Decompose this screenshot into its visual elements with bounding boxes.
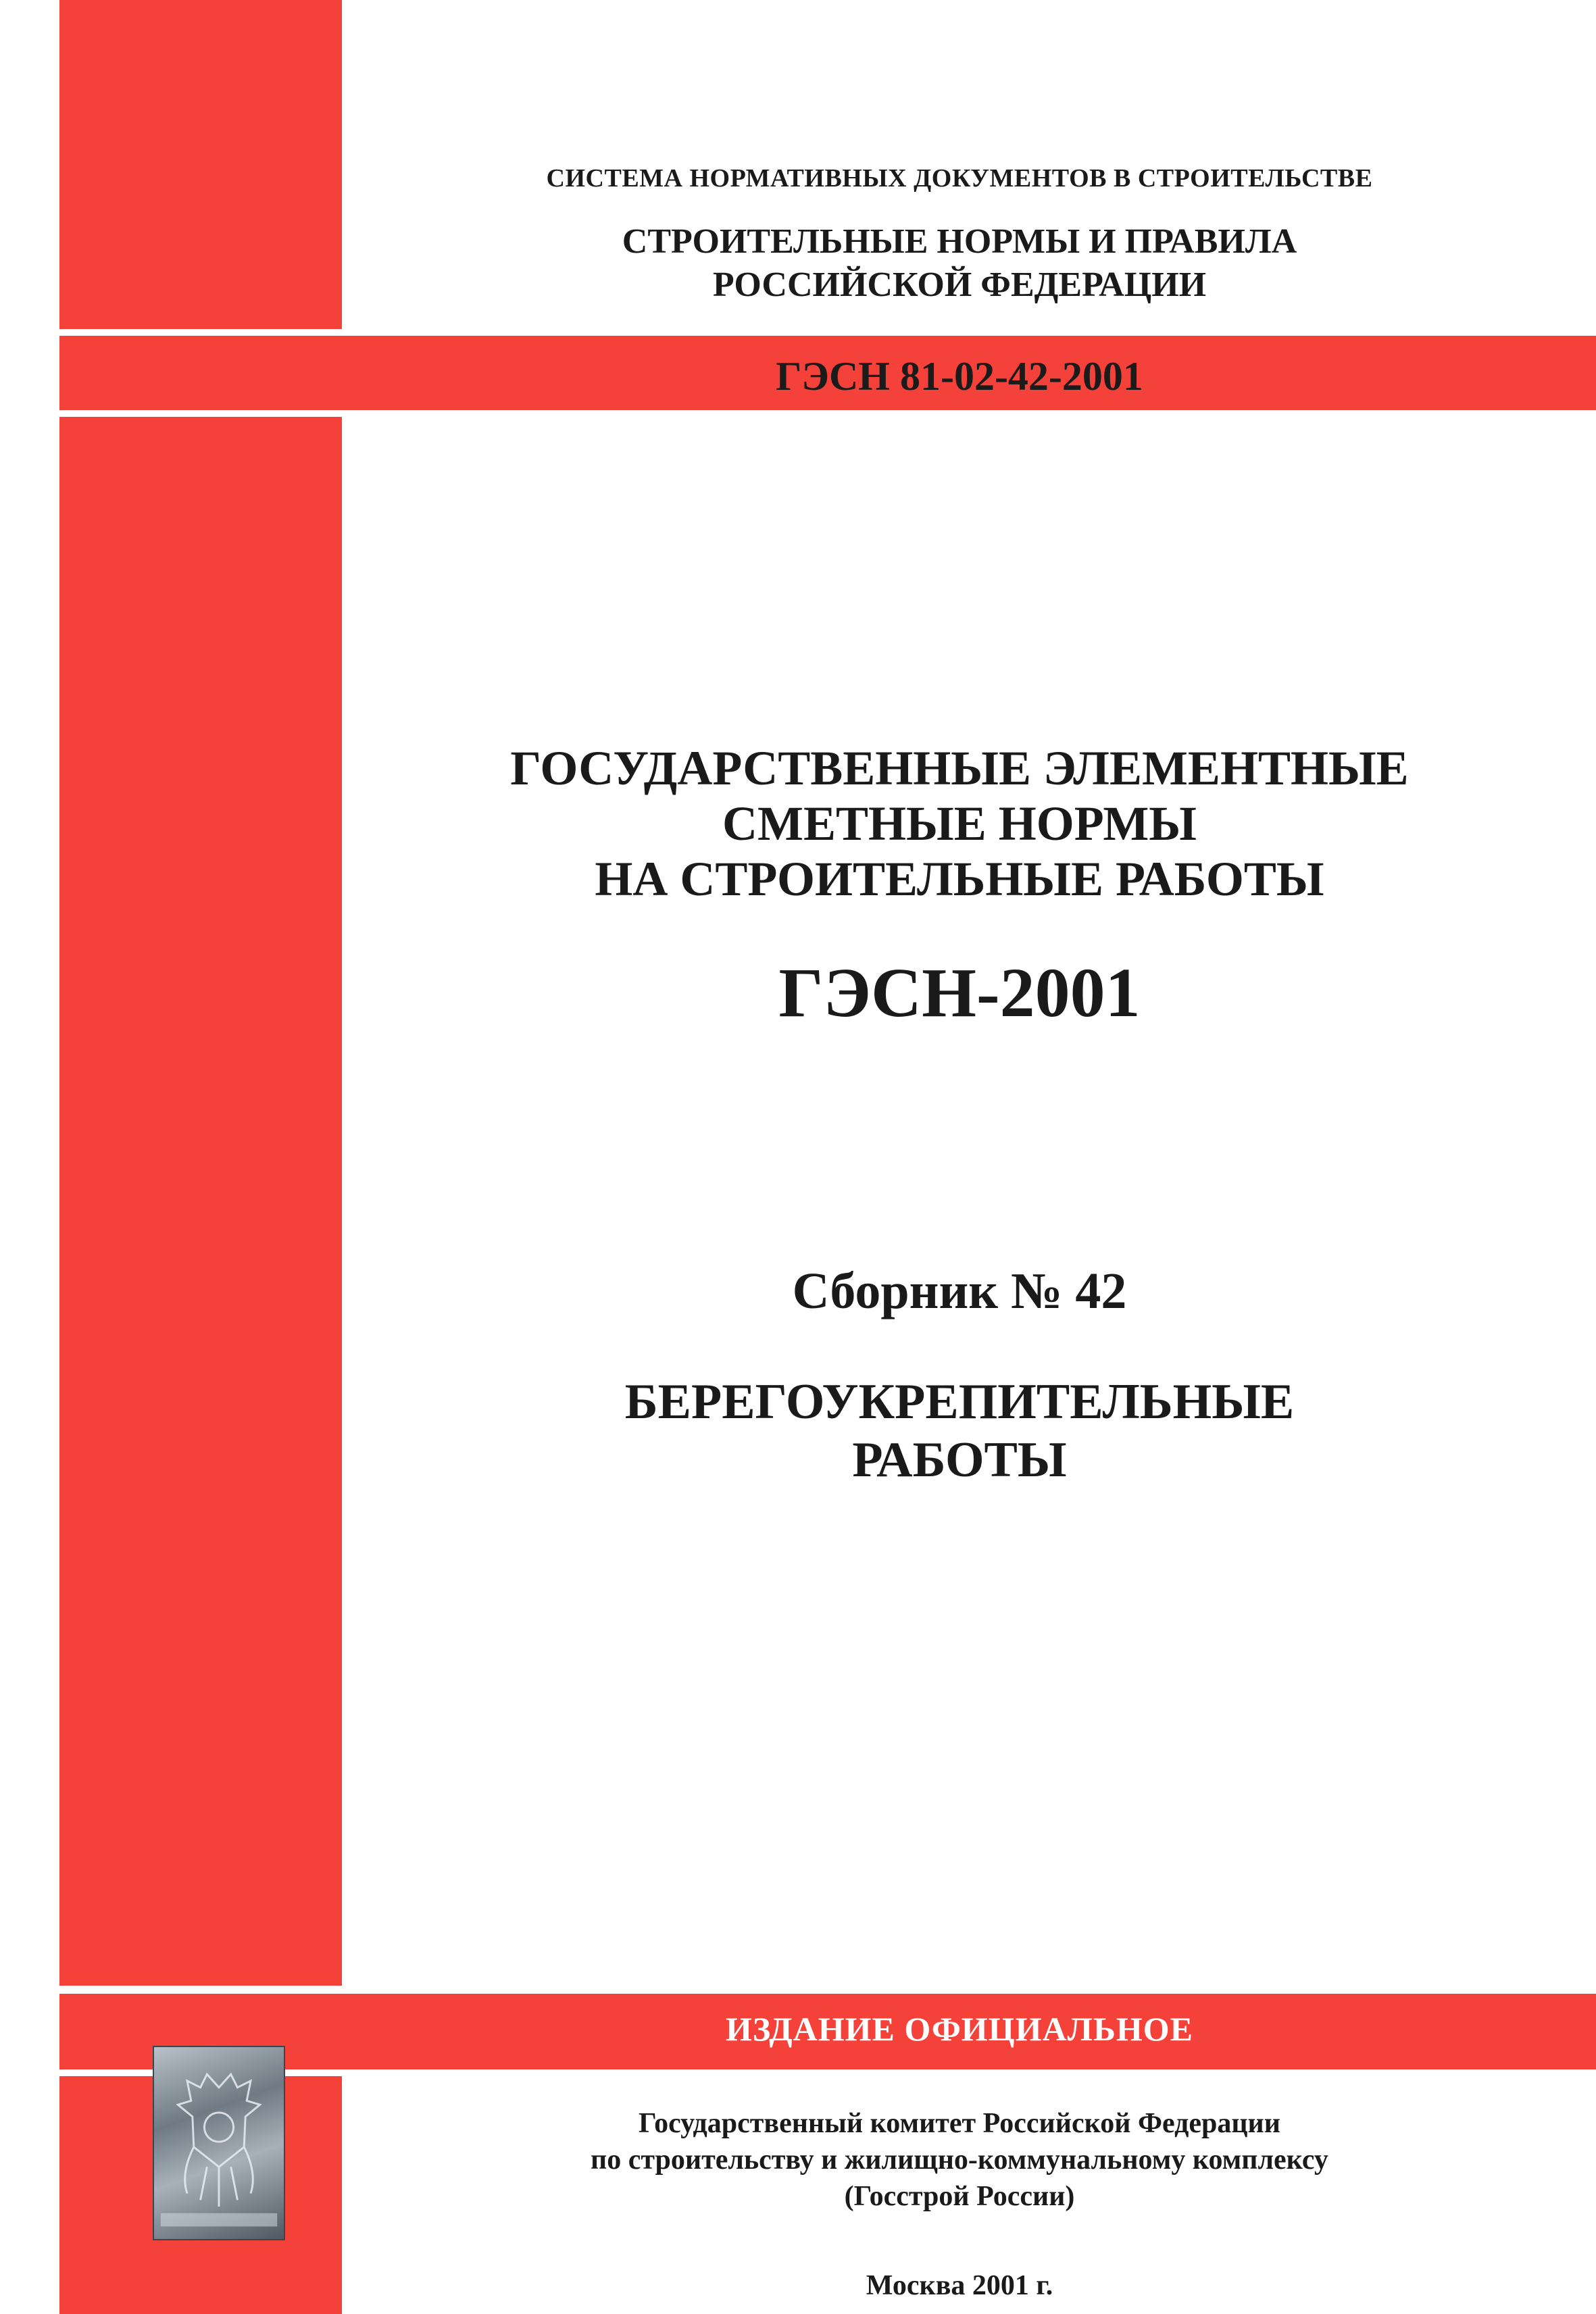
red-bar-top [59, 0, 342, 329]
red-bar-middle [59, 417, 342, 1986]
double-headed-eagle-hologram-icon [153, 2046, 285, 2240]
system-title: СИСТЕМА НОРМАТИВНЫХ ДОКУМЕНТОВ В СТРОИТЕЛЬСТВЕ [546, 164, 1373, 193]
snip-title [473, 220, 1446, 307]
publisher-line-1: Государственный комитет Российской Федерации [639, 2108, 1280, 2139]
publisher [473, 2105, 1446, 2215]
gesn-label: ГЭСН-2001 [778, 954, 1141, 1032]
snip-title-line-2: РОССИЙСКОЙ ФЕДЕРАЦИИ [712, 266, 1207, 304]
document-title-line-3: НА СТРОИТЕЛЬНЫЕ РАБОТЫ [595, 852, 1324, 906]
city-year: Москва 2001 г. [866, 2270, 1053, 2301]
collection-subject [473, 1373, 1446, 1489]
document-title [473, 740, 1446, 907]
official-edition-label: ИЗДАНИЕ ОФИЦИАЛЬНОЕ [725, 2010, 1194, 2048]
document-code: ГЭСН 81-02-42-2001 [776, 354, 1143, 399]
snip-title-line-1: СТРОИТЕЛЬНЫЕ НОРМЫ И ПРАВИЛА [622, 222, 1297, 261]
document-title-line-1: ГОСУДАРСТВЕННЫЕ ЭЛЕМЕНТНЫЕ [510, 741, 1409, 795]
publisher-line-2: по строительству и жилищно-коммунальному комплексу [591, 2144, 1328, 2175]
publisher-line-3: (Госстрой России) [844, 2181, 1075, 2212]
collection-subject-line-1: БЕРЕГОУКРЕПИТЕЛЬНЫЕ [624, 1374, 1295, 1430]
collection-number: Сборник № 42 [792, 1263, 1127, 1319]
document-title-line-2: СМЕТНЫЕ НОРМЫ [722, 797, 1197, 851]
collection-subject-line-2: РАБОТЫ [852, 1432, 1067, 1488]
